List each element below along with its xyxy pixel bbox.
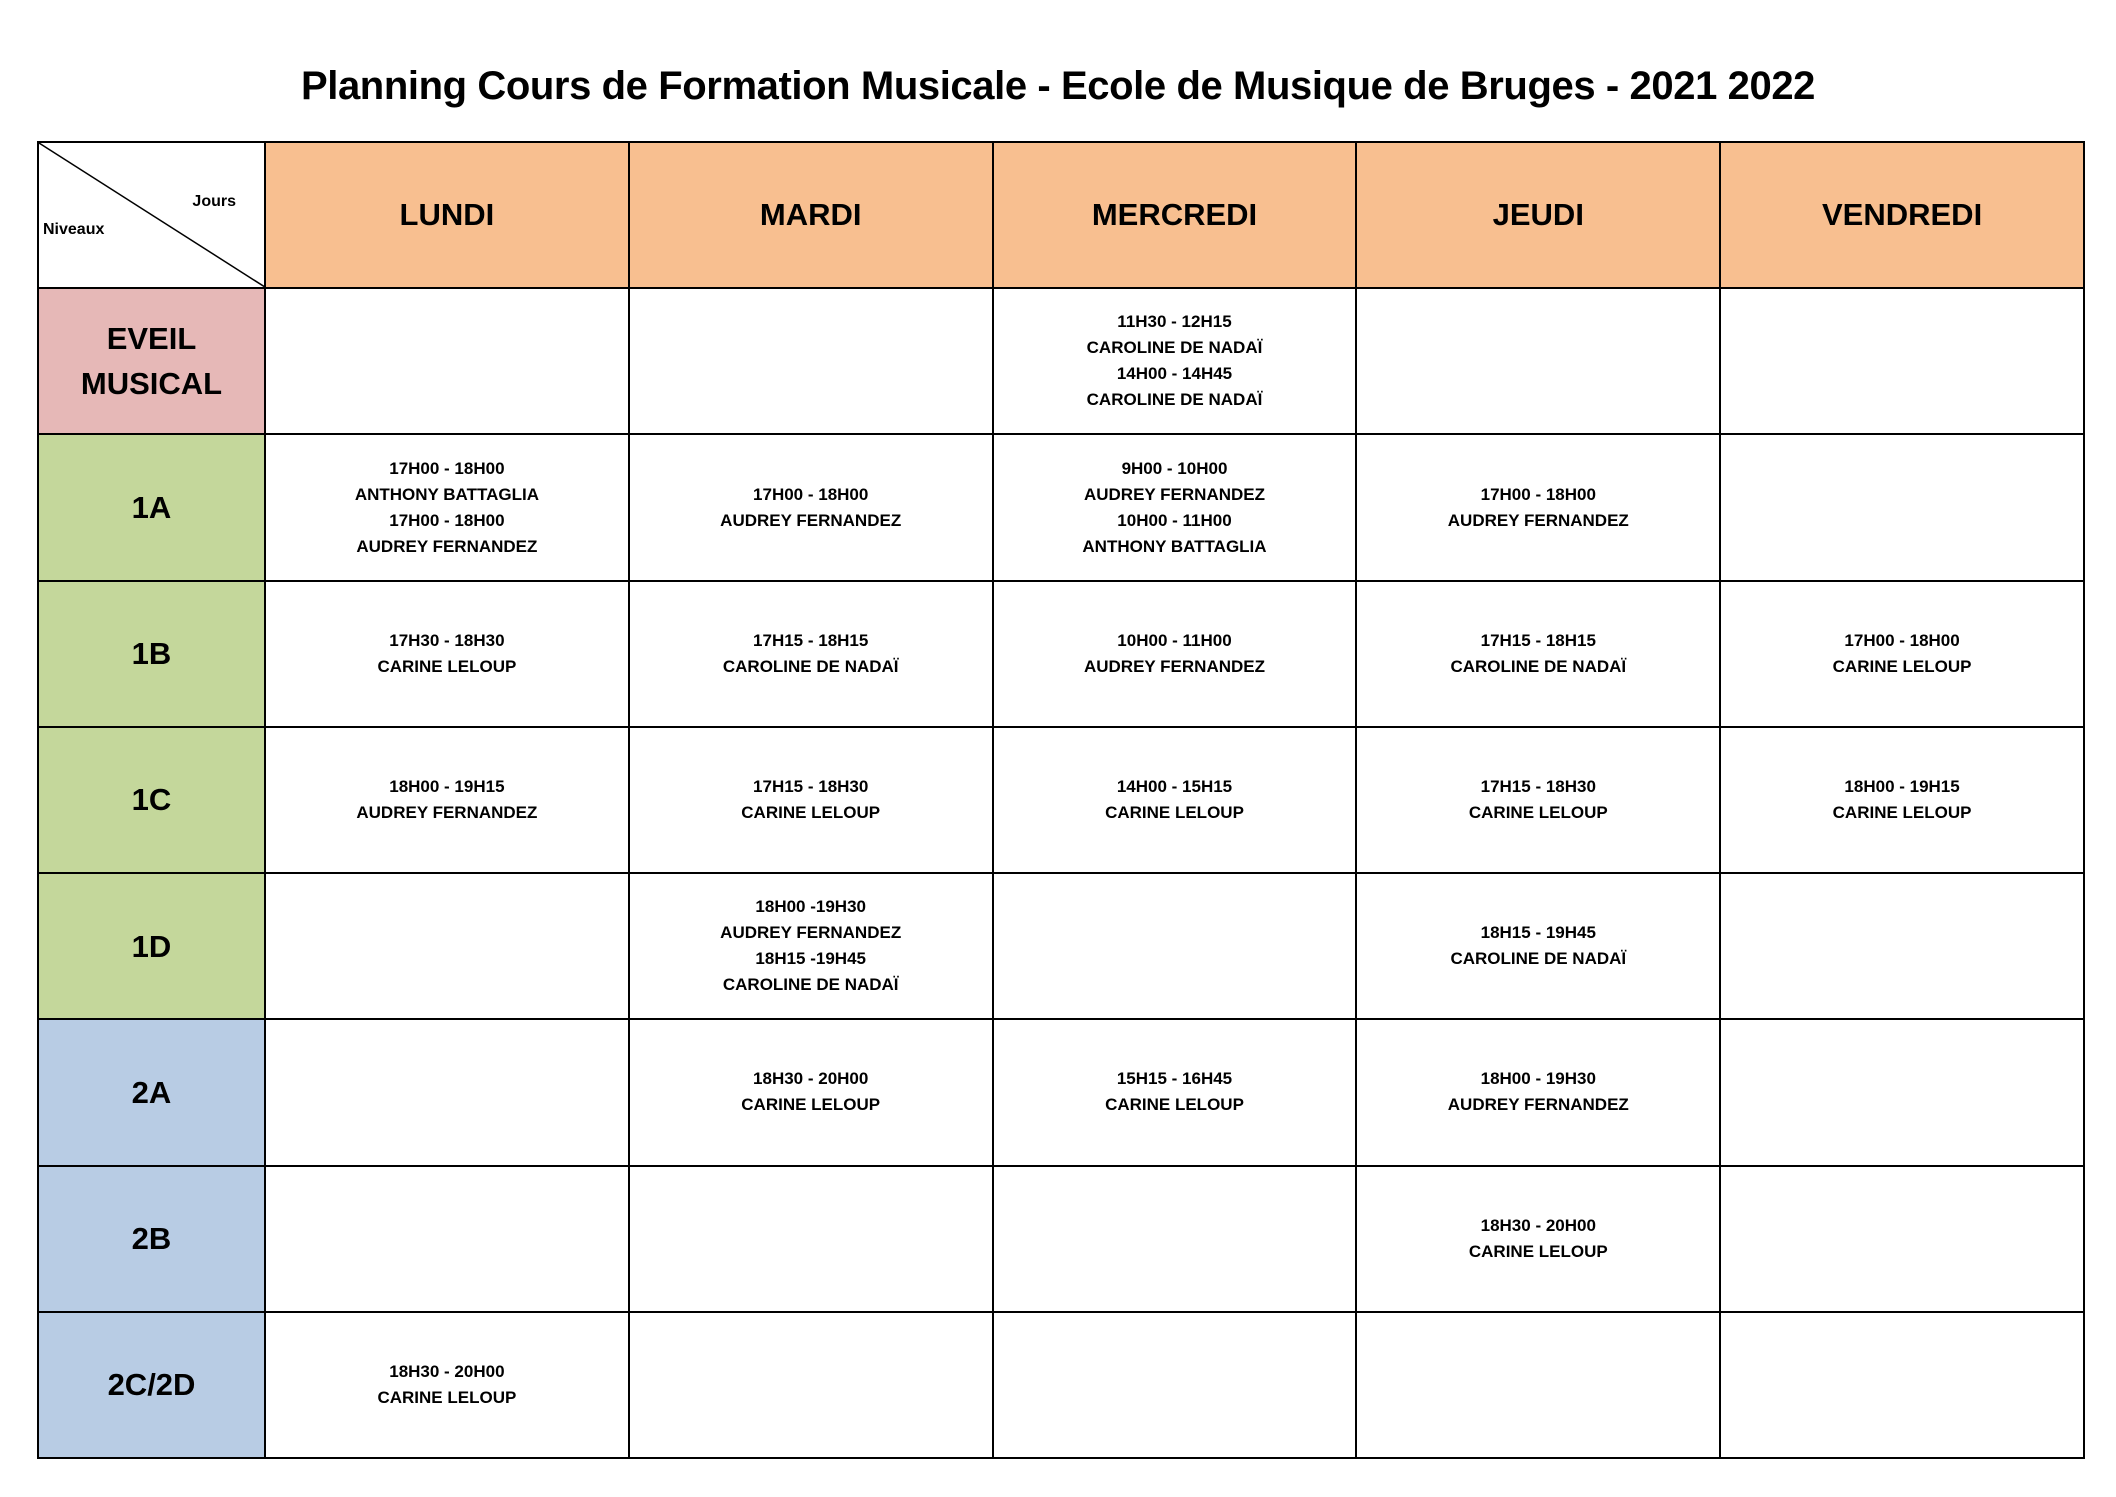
session-entry	[994, 628, 1356, 680]
session-entry	[630, 894, 992, 946]
session-time: 11H30 - 12H15	[1117, 312, 1232, 332]
session-teacher: CARINE LELOUP	[1832, 656, 1972, 676]
schedule-cell	[629, 873, 993, 1019]
level-label: EVEIL MUSICAL	[38, 288, 265, 434]
schedule-cell	[1720, 288, 2084, 434]
session-entry	[1357, 628, 1719, 680]
session-teacher: AUDREY FERNANDEZ	[1083, 484, 1266, 504]
session-time: 14H00 - 15H15	[1116, 776, 1233, 796]
session-teacher: AUDREY FERNANDEZ	[1083, 656, 1266, 676]
session-entry	[266, 774, 628, 826]
session-entry	[994, 361, 1356, 413]
session-time: 17H30 - 18H30	[389, 630, 505, 650]
session-entry	[1357, 920, 1719, 972]
page-title: Planning Cours de Formation Musicale - Ecole de Musique de Bruges - 2021 2022	[300, 64, 1816, 108]
level-label: 1A	[38, 434, 265, 580]
schedule-cell	[1720, 873, 2084, 1019]
level-label: 1D	[38, 873, 265, 1019]
schedule-cell	[1356, 727, 1720, 873]
session-entry	[1357, 1066, 1719, 1118]
session-time: 14H00 - 14H45	[1116, 364, 1233, 384]
schedule-cell	[629, 434, 993, 580]
session-time: 18H15 - 19H45	[1480, 923, 1596, 943]
schedule-cell	[1356, 581, 1720, 727]
session-time: 17H00 - 18H00	[1844, 630, 1960, 650]
schedule-cell	[265, 288, 629, 434]
schedule-row	[38, 1019, 2084, 1165]
day-header-mardi: MARDI	[629, 142, 993, 288]
schedule-cell	[265, 581, 629, 727]
schedule-row	[38, 727, 2084, 873]
schedule-cell	[1720, 581, 2084, 727]
corner-label-jours: Jours	[192, 193, 236, 210]
session-teacher: AUDREY FERNANDEZ	[356, 802, 538, 822]
session-time: 17H15 - 18H30	[1480, 776, 1596, 796]
session-entry	[1357, 1213, 1719, 1265]
session-time: 18H00 -19H30	[755, 897, 866, 917]
level-label: 2C/2D	[38, 1312, 265, 1458]
session-entry	[994, 456, 1356, 508]
session-time: 18H30 - 20H00	[1480, 1215, 1596, 1235]
session-entry	[994, 508, 1356, 560]
schedule-cell	[1356, 434, 1720, 580]
schedule-cell	[1356, 1019, 1720, 1165]
schedule-cell	[993, 1166, 1357, 1312]
session-teacher: CAROLINE DE NADAÏ	[722, 975, 899, 995]
schedule-cell	[993, 873, 1357, 1019]
session-time: 18H15 -19H45	[755, 949, 866, 969]
session-teacher: CAROLINE DE NADAÏ	[1450, 949, 1627, 969]
session-entry	[630, 774, 992, 826]
session-teacher: CARINE LELOUP	[741, 802, 881, 822]
session-time: 15H15 - 16H45	[1116, 1069, 1233, 1089]
schedule-row	[38, 581, 2084, 727]
session-time: 17H00 - 18H00	[753, 484, 869, 504]
session-teacher: CARINE LELOUP	[1105, 802, 1244, 822]
session-teacher: CARINE LELOUP	[1105, 1095, 1244, 1115]
session-teacher: AUDREY FERNANDEZ	[1447, 1095, 1629, 1115]
schedule-row	[38, 1166, 2084, 1312]
schedule-cell	[993, 1019, 1357, 1165]
schedule-row	[38, 873, 2084, 1019]
schedule-row	[38, 288, 2084, 434]
session-teacher: CAROLINE DE NADAÏ	[1086, 390, 1263, 410]
corner-cell	[38, 142, 265, 288]
corner-label-niveaux: Niveaux	[43, 221, 105, 238]
session-time: 17H15 - 18H30	[753, 776, 869, 796]
session-entry	[630, 1066, 992, 1118]
schedule-cell	[993, 727, 1357, 873]
session-time: 17H15 - 18H15	[1480, 630, 1596, 650]
session-teacher: CARINE LELOUP	[377, 656, 517, 676]
session-teacher: CARINE LELOUP	[1468, 802, 1608, 822]
schedule-cell	[1720, 1019, 2084, 1165]
session-teacher: CAROLINE DE NADAÏ	[1086, 338, 1263, 358]
session-teacher: CARINE LELOUP	[1832, 802, 1972, 822]
session-entry	[1721, 628, 2083, 680]
schedule-row	[38, 1312, 2084, 1458]
session-entry	[266, 456, 628, 508]
session-entry	[994, 774, 1356, 826]
session-teacher: AUDREY FERNANDEZ	[356, 536, 538, 556]
schedule-cell	[265, 1166, 629, 1312]
session-time: 9H00 - 10H00	[1121, 458, 1228, 478]
session-entry	[630, 628, 992, 680]
session-teacher: AUDREY FERNANDEZ	[720, 510, 902, 530]
header-row	[38, 142, 2084, 288]
schedule-cell	[265, 434, 629, 580]
schedule-cell	[1356, 288, 1720, 434]
session-teacher: CARINE LELOUP	[1468, 1241, 1608, 1261]
session-teacher: ANTHONY BATTAGLIA	[1082, 536, 1267, 556]
schedule-row	[38, 434, 2084, 580]
session-entry	[266, 508, 628, 560]
schedule-cell	[265, 727, 629, 873]
schedule-cell	[629, 581, 993, 727]
session-time: 17H15 - 18H15	[753, 630, 869, 650]
day-header-jeudi: JEUDI	[1356, 142, 1720, 288]
schedule-cell	[1720, 1166, 2084, 1312]
session-entry	[994, 309, 1356, 361]
session-time: 18H00 - 19H30	[1480, 1069, 1596, 1089]
session-time: 10H00 - 11H00	[1117, 630, 1232, 650]
day-header-mercredi: MERCREDI	[993, 142, 1357, 288]
schedule-cell	[629, 1166, 993, 1312]
session-time: 18H00 - 19H15	[1844, 776, 1960, 796]
session-entry	[994, 1066, 1356, 1118]
schedule-cell	[1356, 873, 1720, 1019]
session-entry	[266, 1359, 628, 1411]
schedule-cell	[993, 288, 1357, 434]
schedule-cell	[265, 1019, 629, 1165]
schedule-cell	[629, 288, 993, 434]
level-label: 2A	[38, 1019, 265, 1165]
schedule-cell	[265, 873, 629, 1019]
session-teacher: CAROLINE DE NADAÏ	[1450, 656, 1627, 676]
schedule-cell	[993, 434, 1357, 580]
session-entry	[630, 482, 992, 534]
schedule-cell	[993, 581, 1357, 727]
day-header-lundi: LUNDI	[265, 142, 629, 288]
session-teacher: CARINE LELOUP	[377, 1387, 517, 1407]
schedule-cell	[993, 1312, 1357, 1458]
session-time: 17H00 - 18H00	[389, 458, 505, 478]
schedule-cell	[629, 1019, 993, 1165]
session-entry	[266, 628, 628, 680]
schedule-table	[37, 141, 2085, 1459]
session-teacher: AUDREY FERNANDEZ	[1447, 510, 1629, 530]
schedule-cell	[265, 1312, 629, 1458]
schedule-cell	[1356, 1166, 1720, 1312]
session-entry	[1357, 774, 1719, 826]
day-header-vendredi: VENDREDI	[1720, 142, 2084, 288]
session-time: 10H00 - 11H00	[1117, 510, 1232, 530]
session-time: 18H30 - 20H00	[753, 1069, 869, 1089]
session-teacher: ANTHONY BATTAGLIA	[354, 484, 539, 504]
session-entry	[1357, 482, 1719, 534]
session-time: 17H00 - 18H00	[389, 510, 505, 530]
diagonal-divider	[39, 143, 265, 288]
schedule-cell	[1720, 1312, 2084, 1458]
schedule-cell	[629, 727, 993, 873]
level-label: 2B	[38, 1166, 265, 1312]
schedule-cell	[1720, 434, 2084, 580]
session-teacher: CAROLINE DE NADAÏ	[722, 656, 899, 676]
session-time: 17H00 - 18H00	[1480, 484, 1596, 504]
session-time: 18H00 - 19H15	[389, 776, 505, 796]
level-label: 1B	[38, 581, 265, 727]
session-teacher: CARINE LELOUP	[741, 1095, 881, 1115]
session-teacher: AUDREY FERNANDEZ	[720, 923, 902, 943]
schedule-cell	[1720, 727, 2084, 873]
session-entry	[1721, 774, 2083, 826]
session-time: 18H30 - 20H00	[389, 1361, 505, 1381]
level-label: 1C	[38, 727, 265, 873]
schedule-cell	[629, 1312, 993, 1458]
schedule-cell	[1356, 1312, 1720, 1458]
session-entry	[630, 946, 992, 998]
